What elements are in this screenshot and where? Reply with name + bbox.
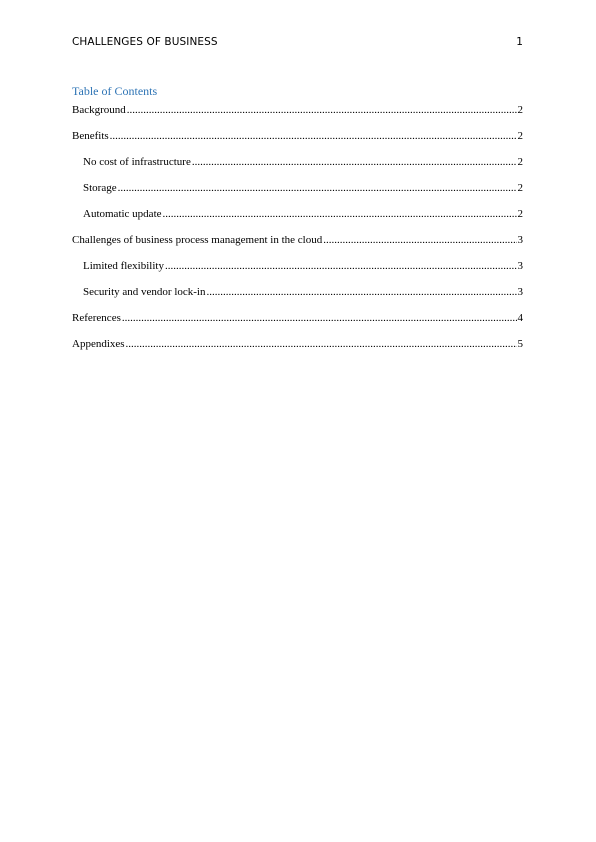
toc-entry-label: Security and vendor lock-in: [83, 286, 206, 298]
toc-title: Table of Contents: [72, 84, 158, 98]
toc-entry-label: Benefits: [72, 130, 109, 142]
toc-entry-no-cost-of-infrastructure[interactable]: [72, 154, 523, 180]
dot-leader: [110, 128, 517, 144]
toc-entry-page: 2: [517, 208, 523, 220]
toc-entry-challenges[interactable]: [72, 232, 523, 258]
toc-entry-page: 3: [517, 286, 523, 298]
toc-entry-label: Challenges of business process management in the cloud: [72, 234, 323, 246]
dot-leader: [207, 284, 517, 300]
toc-entry-label: Storage: [83, 182, 117, 194]
dot-leader: [165, 258, 517, 274]
toc-entry-references[interactable]: [72, 310, 523, 336]
toc-entry-label: Background: [72, 104, 126, 116]
toc-entry-page: 2: [517, 104, 523, 116]
toc-entry-security-vendor-lock-in[interactable]: [72, 284, 523, 310]
toc-entry-label: Appendixes: [72, 338, 125, 350]
toc-entry-page: 2: [517, 156, 523, 168]
dot-leader: [163, 206, 517, 222]
toc-entry-appendixes[interactable]: [72, 336, 523, 362]
toc-entry-benefits[interactable]: [72, 128, 523, 154]
toc-entry-automatic-update[interactable]: [72, 206, 523, 232]
toc-entry-limited-flexibility[interactable]: [72, 258, 523, 284]
dot-leader: [323, 232, 516, 248]
page-number: 1: [516, 36, 523, 48]
toc-entry-label: Limited flexibility: [83, 260, 164, 272]
table-of-contents: [72, 83, 523, 362]
dot-leader: [122, 310, 517, 326]
dot-leader: [126, 336, 517, 352]
dot-leader: [127, 102, 517, 118]
toc-entry-page: 5: [517, 338, 523, 350]
toc-entry-page: 3: [517, 234, 523, 246]
toc-entry-page: 2: [517, 130, 523, 142]
toc-entry-page: 3: [517, 260, 523, 272]
toc-entry-page: 4: [517, 312, 523, 324]
toc-entry-label: No cost of infrastructure: [83, 156, 191, 168]
running-title: CHALLENGES OF BUSINESS: [72, 36, 218, 48]
toc-entry-background[interactable]: [72, 102, 523, 128]
page-header: [72, 35, 523, 49]
dot-leader: [192, 154, 517, 170]
dot-leader: [118, 180, 517, 196]
toc-entry-label: Automatic update: [83, 208, 162, 220]
toc-entry-list: [72, 102, 523, 362]
toc-entry-label: References: [72, 312, 121, 324]
toc-entry-page: 2: [517, 182, 523, 194]
toc-entry-storage[interactable]: [72, 180, 523, 206]
